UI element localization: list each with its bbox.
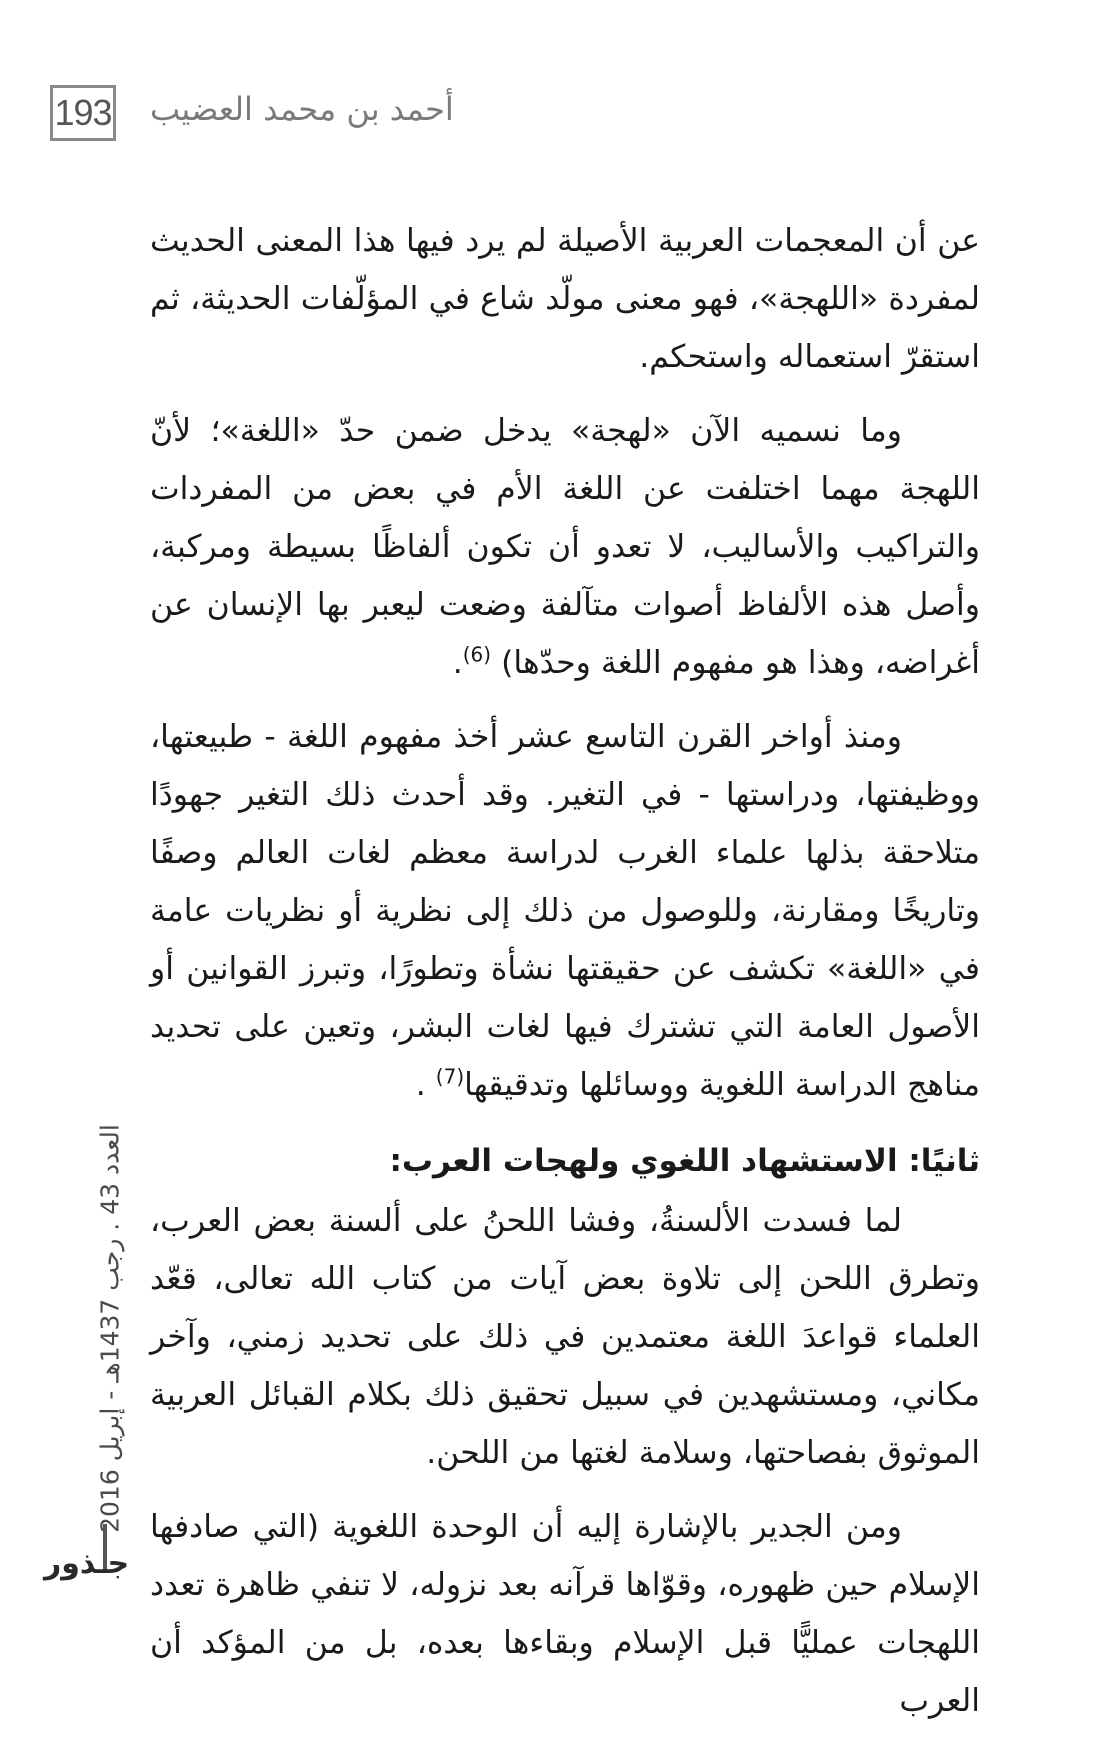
journal-logo: جـذور [44, 1546, 130, 1581]
sentence-end: . [415, 1067, 426, 1103]
paragraph: لما فسدت الألسنةُ، وفشا اللحنُ على ألسنة بعض العرب، وتطرق اللحن إلى تلاوة بعض آيات من كتاب الله تعالى، قعّد العلماء قواعدَ اللغة معتمدين في ذلك على تحديد زمني، وآخر مكاني، ومستشهدين في سبيل تحقيق ذلك بكلام القبائل العربية الموثوق بفصاحتها، وسلامة لغتها من اللحن. [150, 1203, 980, 1471]
paragraph: عن أن المعجمات العربية الأصيلة لم يرد فيها هذا المعنى الحديث لمفردة «اللهجة»، فهو معنى مولّد شاع في المؤلّفات الحديثة، ثم استقرّ استعماله واستحكم. [150, 223, 980, 375]
sentence-end: . [452, 645, 463, 681]
paragraph-text: ومنذ أواخر القرن التاسع عشر أخذ مفهوم اللغة - طبيعتها، ووظيفتها، ودراستها - في التغير. وقد أحدث ذلك التغير جهودًا متلاحقة بذلها علماء الغرب لدراسة معظم لغات العالم وصفًا وتاريخًا ومقارنة، وللوصول من ذلك إلى نظرية أو نظريات عامة في «اللغة» تكشف عن حقيقتها نشأة وتطورًا، وتبرز القوانين أو الأصول العامة التي تشترك فيها لغات البشر، وتعين على تحديد مناهج الدراسة اللغوية ووسائلها وتدقيقها [150, 719, 980, 1103]
paragraph [150, 402, 980, 692]
body-text [150, 212, 980, 1746]
paragraph [150, 708, 980, 1114]
running-head-author: أحمد بن محمد العضيب [150, 90, 454, 128]
footnote-marker: (6) [462, 642, 492, 667]
paragraph: ومن الجدير بالإشارة إليه أن الوحدة اللغوية (التي صادفها الإسلام حين ظهوره، وقوّاها قرآنه بعد نزوله، لا تنفي ظاهرة تعدد اللهجات عمليًّا قبل الإسلام وبقاءها بعده، بل من المؤكد أن العرب [150, 1509, 980, 1719]
section-heading: ثانيًا: الاستشهاد اللغوي ولهجات العرب: [389, 1143, 980, 1179]
footnote-marker: (7) [435, 1064, 465, 1089]
paragraph-text: وما نسميه الآن «لهجة» يدخل ضمن حدّ «اللغة»؛ لأنّ اللهجة مهما اختلفت عن اللغة الأم في بعض من المفردات والتراكيب والأساليب، لا تعدو أن تكون ألفاظًا بسيطة ومركبة، وأصل هذه الألفاظ أصوات متآلفة وضعت ليعبر بها الإنسان عن أغراضه، وهذا هو مفهوم اللغة وحدّها) [150, 413, 980, 681]
page-number: 193 [50, 85, 116, 141]
journal-issue-text: العدد 43 . رجب 1437هـ - إبريل 2016 [95, 1124, 125, 1533]
